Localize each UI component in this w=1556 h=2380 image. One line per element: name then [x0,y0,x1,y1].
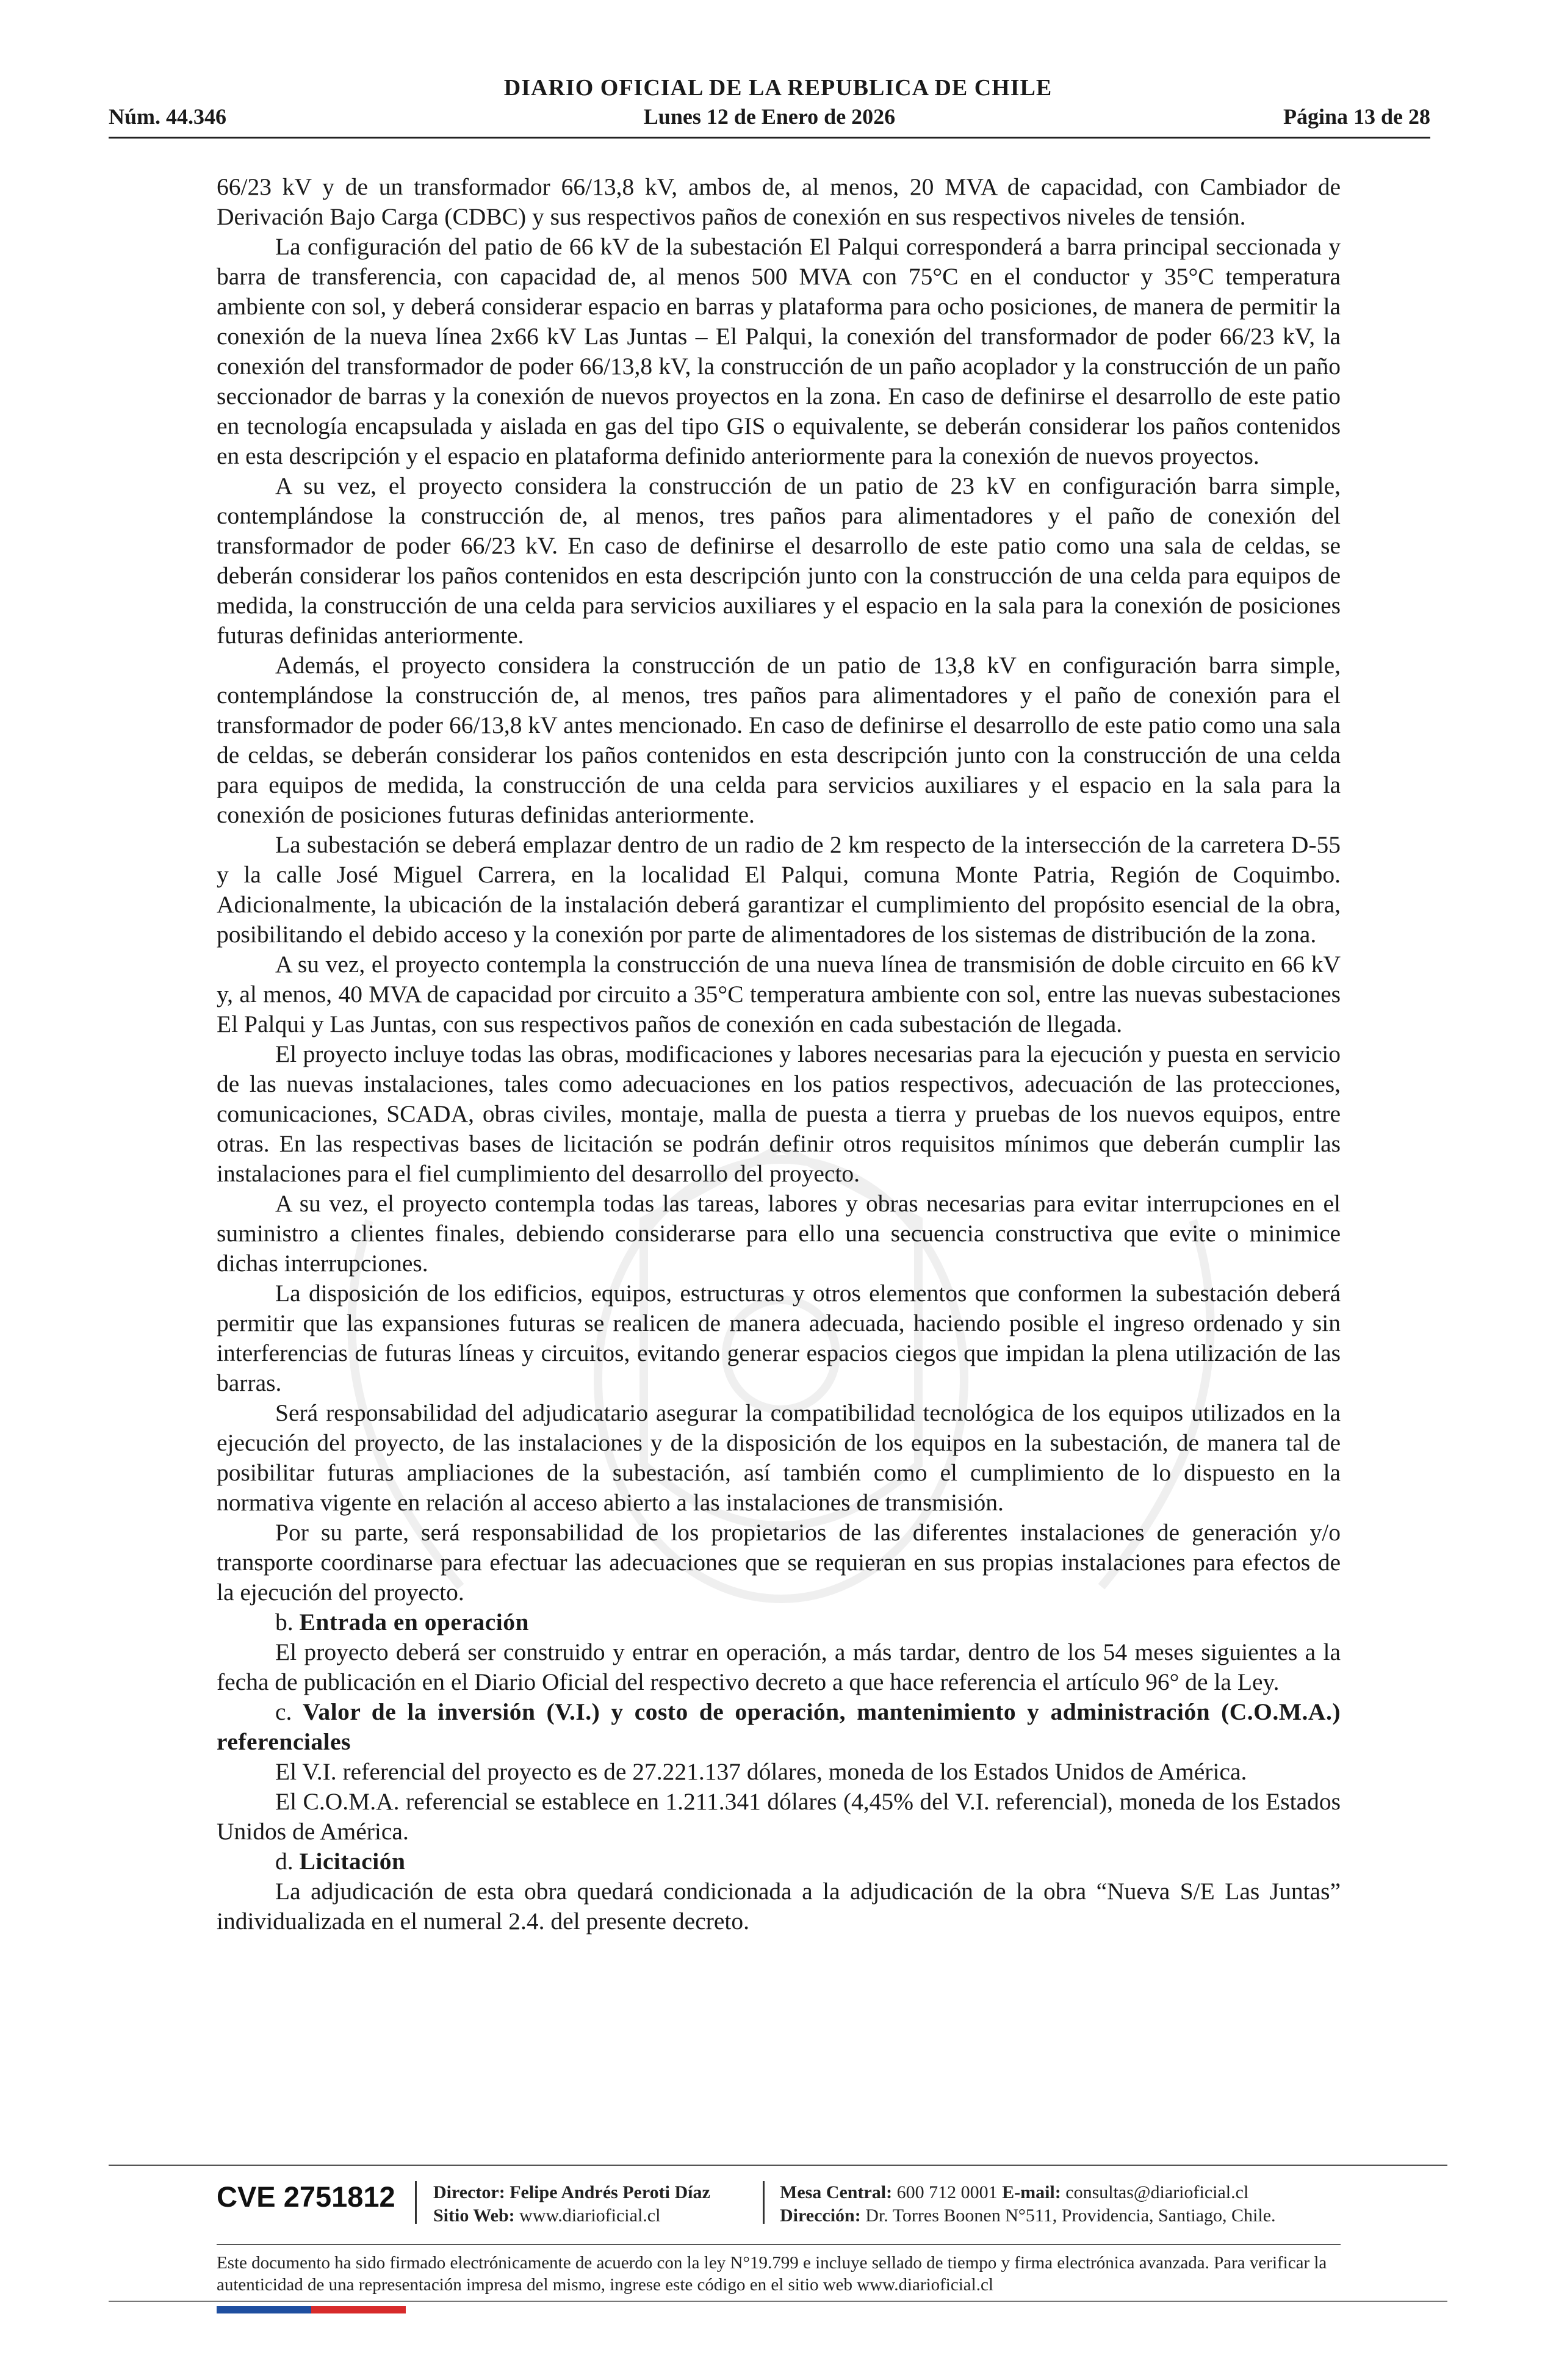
flag-bar-blue [217,2306,311,2313]
footer-divider [109,2165,1447,2166]
paragraph: A su vez, el proyecto contempla todas las tareas, labores y obras necesarias para evitar interrupciones en el suministro a clientes finales, debiendo considerarse para ello una secuencia constructiva que evite o minimice dichas interrupciones. [217,1190,1341,1277]
section-heading-d [217,1847,1341,1877]
director-label: Director: [433,2182,505,2202]
phone-label: Mesa Central: [780,2182,893,2202]
cve-code: CVE 2751812 [217,2180,395,2213]
section-title: Entrada en operación [299,1609,529,1635]
contact-block [780,2181,1276,2227]
director-name: Felipe Andrés Peroti Díaz [510,2182,710,2202]
paragraph: La adjudicación de esta obra quedará condicionada a la adjudicación de la obra “Nueva S/E Las Juntas” individualizada en el numeral 2.4. del presente decreto. [217,1878,1341,1935]
paragraph: A su vez, el proyecto contempla la construcción de una nueva línea de transmisión de doble circuito en 66 kV y, al menos, 40 MVA de capacidad por circuito a 35°C temperatura ambiente con sol, entre las nuevas subestaciones El Palqui y Las Juntas, con sus respectivos paños de conexión en cada subestación de llegada. [217,951,1341,1037]
website-link[interactable]: www.diarioficial.cl [519,2205,661,2226]
address-value: Dr. Torres Boonen N°511, Providencia, Santiago, Chile. [865,2205,1276,2226]
paragraph: Será responsabilidad del adjudicatario asegurar la compatibilidad tecnológica de los equipos utilizados en la ejecución del proyecto, de las instalaciones y de la disposición de los equipos en la subestación, de manera tal de posibilitar futuras ampliaciones de la subestación, así también como el cumplimiento de lo dispuesto en la normativa vigente en relación al acceso abierto a las instalaciones de transmisión. [217,1399,1341,1516]
paragraph: La disposición de los edificios, equipos, estructuras y otros elementos que conformen la subestación deberá permitir que las expansiones futuras se realicen de manera adecuada, haciendo posible el ingreso ordenado y sin interferencias de futuras líneas y circuitos, evitando generar espacios ciegos que impidan la plena utilización de las barras. [217,1280,1341,1396]
paragraph: El C.O.M.A. referencial se establece en 1.211.341 dólares (4,45% del V.I. referencial), moneda de los Estados Unidos de América. [217,1788,1341,1845]
paragraph: La subestación se deberá emplazar dentro de un radio de 2 km respecto de la intersección de la carretera D-55 y la calle José Miguel Carrera, en la localidad El Palqui, comuna Monte Patria, Región de Coquimbo. Adicionalmente, la ubicación de la instalación deberá garantizar el cumplimiento del propósito esencial de la obra, posibilitando el debido acceso y la conexión por parte de alimentadores de los sistemas de distribución de la zona. [217,831,1341,948]
paragraph: El V.I. referencial del proyecto es de 27.221.137 dólares, moneda de los Estados Unidos de América. [275,1758,1247,1785]
address-label: Dirección: [780,2205,861,2226]
footer-divider-3 [109,2301,1447,2302]
paragraph: El proyecto deberá ser construido y entrar en operación, a más tardar, dentro de los 54 meses siguientes a la fecha de publicación en el Diario Oficial del respectivo decreto a que hace referencia el artículo 96° de la Ley. [217,1639,1341,1695]
header-row [109,104,1430,132]
paragraph: La configuración del patio de 66 kV de la subestación El Palqui corresponderá a barra principal seccionada y barra de transferencia, con capacidad de, al menos 500 MVA con 75°C en el conductor y 35°C temperatura ambiente con sol, y deberá considerar espacio en barras y plataforma para ocho posiciones, de manera de permitir la conexión de la nueva línea 2x66 kV Las Juntas – El Palqui, la conexión del transformador de poder 66/23 kV, la conexión del transformador de poder 66/13,8 kV, la construcción de un paño acoplador y la construcción de un paño seccionador de barras y la conexión de nuevos proyectos en la zona. En caso de definirse el desarrollo de este patio en tecnología encapsulada y aislada en gas del tipo GIS o equivalente, se deberán considerar los paños contenidos en esta descripción y el espacio en plataforma definido anteriormente para la conexión de nuevos proyectos. [217,233,1341,469]
website-label: Sitio Web: [433,2205,515,2226]
paragraph: 66/23 kV y de un transformador 66/13,8 kV, ambos de, al menos, 20 MVA de capacidad, con Cambiador de Derivación Bajo Carga (CDBC) y sus respectivos paños de conexión en sus respectivos niveles de tensión. [217,173,1341,230]
section-title: Valor de la inversión (V.I.) y costo de operación, mantenimiento y administración (C.O.M.A.) referenciales [217,1698,1341,1755]
footer-separator [415,2181,417,2224]
issue-number: Núm. 44.346 [109,104,227,129]
newspaper-title: DIARIO OFICIAL DE LA REPUBLICA DE CHILE [503,75,1053,101]
section-title: Licitación [299,1848,406,1875]
page-indicator: Página 13 de 28 [1283,104,1430,129]
paragraph: Además, el proyecto considera la construcción de un patio de 13,8 kV en configuración barra simple, contemplándose la construcción de, al menos, tres paños para alimentadores y el paño de conexión para el transformador de poder 66/13,8 kV antes mencionado. En caso de definirse el desarrollo de este patio como una sala de celdas, se deberán considerar los paños contenidos en esta descripción junto con la construcción de una celda para equipos de medida, la construcción de una celda para servicios auxiliares y el espacio en la sala para la conexión de posiciones futuras definidas anteriormente. [217,652,1341,828]
phone-value: 600 712 0001 [896,2182,998,2202]
email-label: E-mail: [1002,2182,1061,2202]
director-block [433,2181,710,2227]
header-divider [109,137,1430,139]
legal-notice: Este documento ha sido firmado electrónicamente de acuerdo con la ley N°19.799 e incluye sellado de tiempo y firma electrónica avanzada. Para verificar la autenticidad de una representación impresa del mismo, ingrese este código en el sitio web www.diarioficial.cl [217,2253,1327,2295]
footer-divider-2 [217,2244,1341,2245]
section-letter: b. [275,1609,294,1635]
email-link[interactable]: consultas@diarioficial.cl [1065,2182,1249,2202]
paragraph: El proyecto incluye todas las obras, modificaciones y labores necesarias para la ejecución y puesta en servicio de las nuevas instalaciones, tales como adecuaciones en los patios respectivos, adecuación de las protecciones, comunicaciones, SCADA, obras civiles, montaje, malla de puesta a tierra y pruebas de los nuevos equipos, entre otras. En las respectivas bases de licitación se podrán definir otros requisitos mínimos que deberán cumplir las instalaciones para el fiel cumplimiento del desarrollo del proyecto. [217,1040,1341,1187]
section-letter: d. [275,1848,294,1875]
footer-separator [763,2181,765,2224]
issue-date: Lunes 12 de Enero de 2026 [643,104,896,129]
document-body [217,172,1341,1936]
section-letter: c. [275,1698,292,1725]
paragraph: Por su parte, será responsabilidad de los propietarios de las diferentes instalaciones de generación y/o transporte coordinarse para efectuar las adecuaciones que se requieran en sus propias instalaciones para efectos de la ejecución del proyecto. [217,1519,1341,1606]
flag-bar-red [311,2306,406,2313]
paragraph: A su vez, el proyecto considera la construcción de un patio de 23 kV en configuración barra simple, contemplándose la construcción de, al menos, tres paños para alimentadores y el paño de conexión del transformador de poder 66/23 kV. En caso de definirse el desarrollo de este patio como una sala de celdas, se deberán considerar los paños contenidos en esta descripción junto con la construcción de una celda para equipos de medida, la construcción de una celda para servicios auxiliares y el espacio en la sala para la conexión de posiciones futuras definidas anteriormente. [217,472,1341,649]
section-heading-b [217,1607,1341,1637]
section-heading-c [217,1697,1341,1757]
